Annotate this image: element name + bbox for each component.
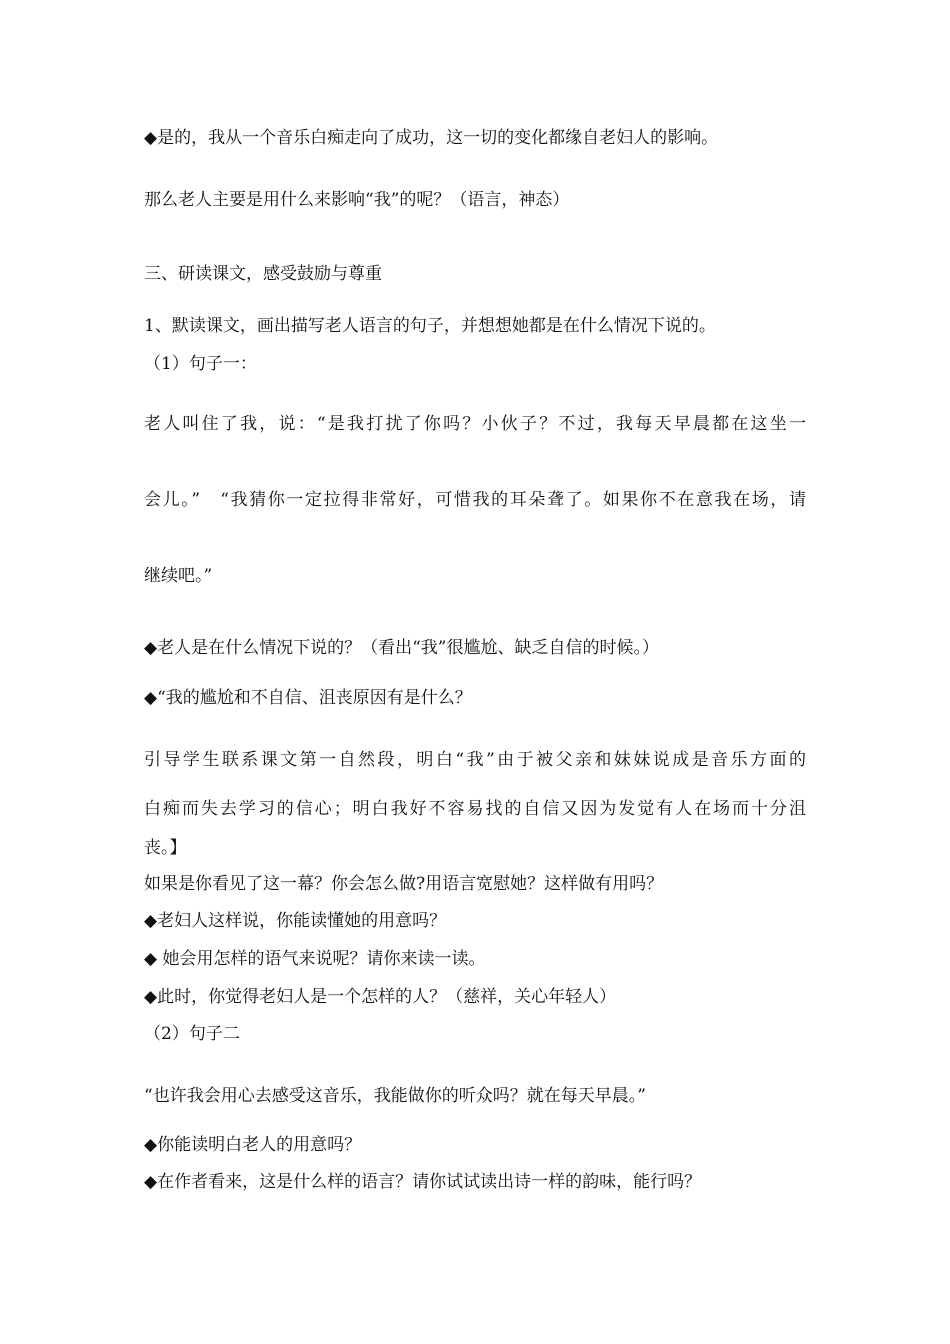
text-line-1: ◆是的，我从一个音乐白痴走向了成功，这一切的变化都缘自老妇人的影响。	[144, 128, 719, 148]
text-line-15: ◆老妇人这样说，你能读懂她的用意吗？	[144, 911, 447, 931]
text-line-13: 丧。】	[144, 838, 187, 858]
text-line-21: ◆在作者看来，这是什么样的语言？请你试试读出诗一样的韵味，能行吗？	[144, 1172, 702, 1192]
text-line-6: 老人叫住了我，说：“是我打扰了你吗？小伙子？不过，我每天早晨都在这坐一	[144, 414, 806, 434]
text-line-18: （2）句子二	[144, 1024, 240, 1044]
text-line-17: ◆此时，你觉得老妇人是一个怎样的人？（慈祥，关心年轻人）	[144, 987, 617, 1007]
text-line-8: 继续吧。”	[144, 566, 213, 586]
text-line-2: 那么老人主要是用什么来影响“我”的呢？（语言，神态）	[144, 190, 570, 210]
text-line-7: 会儿。” “我猜你一定拉得非常好，可惜我的耳朵聋了。如果你不在意我在场，请	[144, 490, 806, 510]
text-line-14: 如果是你看见了这一幕？你会怎么做?用语言宽慰她？这样做有用吗？	[144, 874, 664, 894]
text-line-9: ◆老人是在什么情况下说的？（看出“我”很尴尬、缺乏自信的时候。）	[144, 638, 659, 658]
text-line-19: “也许我会用心去感受这音乐，我能做你的听众吗？就在每天早晨。”	[144, 1086, 646, 1106]
text-line-20: ◆你能读明白老人的用意吗？	[144, 1135, 362, 1155]
text-line-12: 白痴而失去学习的信心；明白我好不容易找的自信又因为发觉有人在场而十分沮	[144, 799, 806, 819]
section-heading: 三、研读课文，感受鼓励与尊重	[144, 264, 382, 284]
text-line-4: 1、默读课文，画出描写老人语言的句子，并想想她都是在什么情况下说的。	[144, 316, 716, 336]
text-line-11: 引导学生联系课文第一自然段，明白“我”由于被父亲和妹妹说成是音乐方面的	[144, 750, 806, 770]
text-line-16: ◆ 她会用怎样的语气来说呢？请你来读一读。	[144, 949, 486, 969]
text-line-5: （1）句子一：	[144, 354, 257, 374]
text-line-10: ◆“我的尴尬和不自信、沮丧原因有是什么？	[144, 688, 472, 708]
